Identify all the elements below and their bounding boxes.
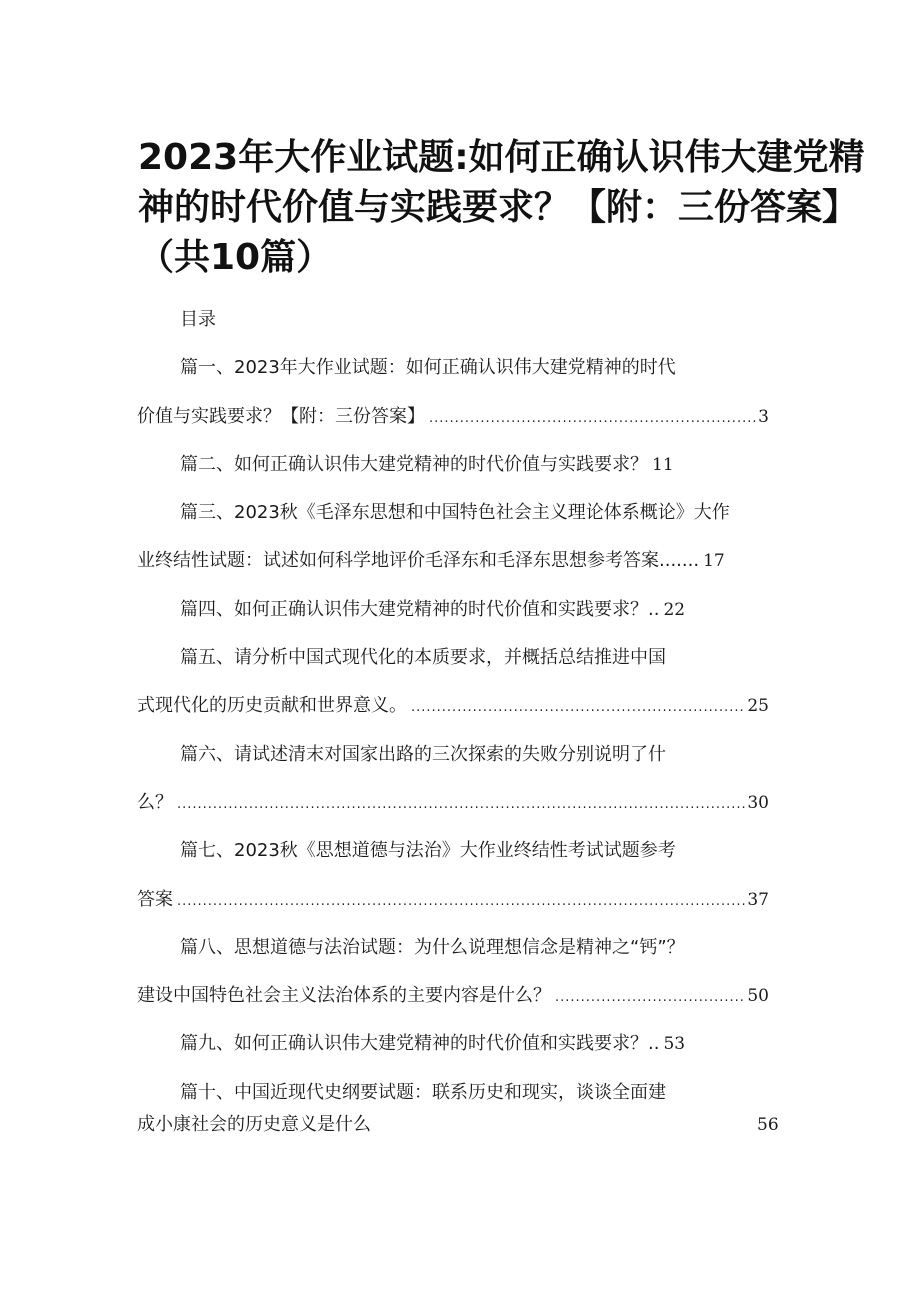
toc-entry-3-line-2[interactable]: 业终结性试题：试述如何科学地评价毛泽东和毛泽东思想参考答案....... 17 <box>137 547 777 575</box>
toc-page-number: 56 <box>757 1115 779 1135</box>
toc-leader <box>555 984 745 1010</box>
toc-entry-10-line-2[interactable]: 成小康社会的历史意义是什么 <box>137 1114 371 1135</box>
toc-leader <box>177 888 745 914</box>
document-title <box>138 133 865 283</box>
toc-heading: 目录 <box>180 309 216 330</box>
toc-entry-7-line-2[interactable] <box>137 886 769 914</box>
toc-page-number: 30 <box>747 793 769 813</box>
toc-entry-10-line-1[interactable]: 篇十、中国近现代史纲要试题：联系历史和现实，谈谈全面建 <box>180 1082 666 1103</box>
toc-page-number: 50 <box>747 986 769 1006</box>
toc-entry-6-line-2[interactable] <box>137 789 769 817</box>
toc-page-number: 37 <box>747 890 769 910</box>
toc-entry-1-line-2[interactable] <box>137 403 769 431</box>
toc-entry-5-line-1[interactable]: 篇五、请分析中国式现代化的本质要求，并概括总结推进中国 <box>180 647 666 668</box>
toc-page-number: 53 <box>663 1034 686 1054</box>
toc-entry-text: 答案 <box>137 889 173 910</box>
title-line-2: 神的时代价值与实践要求？【附：三份答案】 <box>138 187 859 228</box>
toc-entry-1-line-1[interactable]: 篇一、2023年大作业试题：如何正确认识伟大建党精神的时代 <box>180 357 676 378</box>
toc-entry-text: 价值与实践要求？【附：三份答案】 <box>137 406 425 427</box>
title-line-3: （共10篇） <box>138 237 333 278</box>
toc-entry-2[interactable]: 篇二、如何正确认识伟大建党精神的时代价值与实践要求？ 11 <box>180 451 740 479</box>
toc-entry-5-line-2[interactable] <box>137 692 769 720</box>
toc-entry-6-line-1[interactable]: 篇六、请试述清末对国家出路的三次探索的失败分别说明了什 <box>180 744 666 765</box>
toc-entry-3-line-1[interactable]: 篇三、2023秋《毛泽东思想和中国特色社会主义理论体系概论》大作 <box>180 502 730 523</box>
title-line-1: 2023年大作业试题:如何正确认识伟大建党精 <box>138 137 865 178</box>
toc-entry-8-line-1[interactable]: 篇八、思想道德与法治试题：为什么说理想信念是精神之“钙”？ <box>180 937 685 958</box>
toc-entry-text: 式现代化的历史贡献和世界意义。 <box>137 695 407 716</box>
toc-entry-text: 建设中国特色社会主义法治体系的主要内容是什么？ <box>137 985 551 1006</box>
toc-entry-9[interactable]: 篇九、如何正确认识伟大建党精神的时代价值和实践要求？.. 53 <box>180 1030 760 1058</box>
toc-page-number: 3 <box>758 407 769 427</box>
toc-leader <box>411 694 745 720</box>
toc-page-number: 11 <box>652 455 674 475</box>
toc-leader <box>429 405 756 431</box>
toc-page-number: 25 <box>747 696 769 716</box>
toc-entry-4[interactable]: 篇四、如何正确认识伟大建党精神的时代价值和实践要求？.. 22 <box>180 596 760 624</box>
toc-entry-8-line-2[interactable] <box>137 982 769 1010</box>
toc-page-number: 22 <box>663 600 686 620</box>
toc-entry-text: 么？ <box>137 792 173 813</box>
toc-page-number: 17 <box>703 551 725 571</box>
toc-leader <box>177 791 745 817</box>
toc-entry-7-line-1[interactable]: 篇七、2023秋《思想道德与法治》大作业终结性考试试题参考 <box>180 840 676 861</box>
